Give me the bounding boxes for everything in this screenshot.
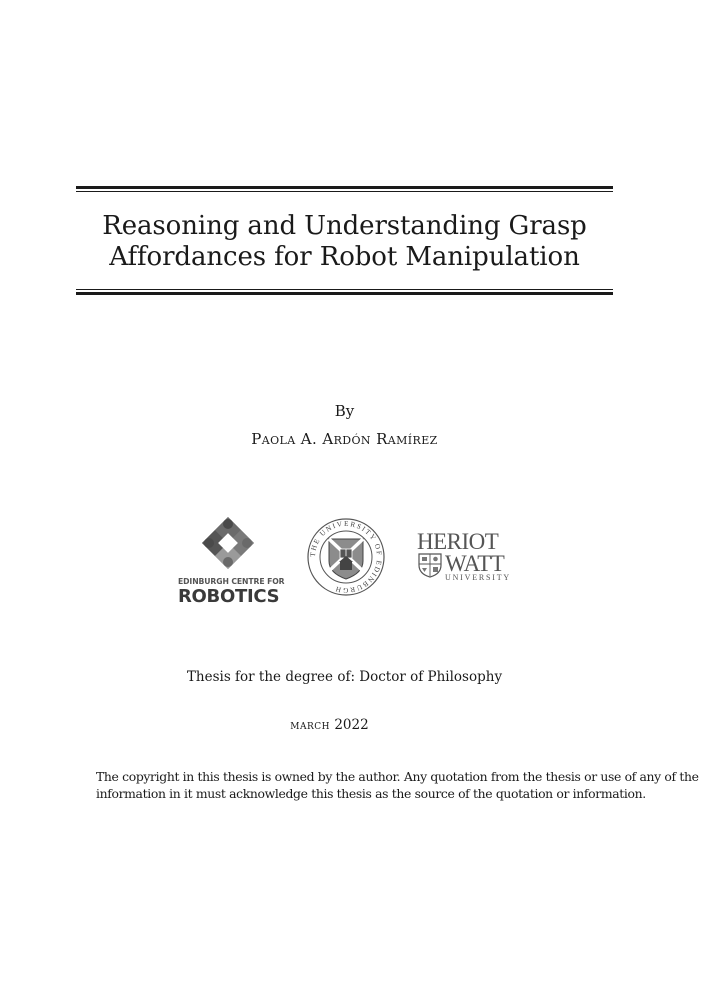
heriot-watt-logo-line-3: UNIVERSITY [445,573,511,582]
title-bottom-rule-thick [76,292,613,295]
heriot-watt-logo-line-1: HERIOT [417,529,499,554]
heriot-watt-logo-line-2: WATT [445,551,505,576]
author-name: Paola A. Ardón Ramírez [251,430,438,448]
copyright-notice [96,768,699,802]
university-of-edinburgh-logo [306,517,386,597]
submission-date [0,717,659,733]
university-seal-icon [306,517,386,597]
edinburgh-centre-robotics-logo [178,517,285,607]
copyright-line-1: The copyright in this thesis is owned by the author. Any quotation from the thesis or use of any of the [96,769,699,784]
title-top-rule-thin [76,191,613,192]
svg-text:THE UNIVERSITY OF EDINBURGH: THE UNIVERSITY OF EDINBURGH [308,519,384,595]
thesis-title-line-2: Affordances for Robot Manipulation [109,242,580,272]
thesis-title [0,211,689,273]
by-label: By [334,402,355,420]
submission-year: 2022 [334,717,369,733]
ecr-diamond-icon [178,517,278,577]
degree-statement: Thesis for the degree of: Doctor of Philosophy [186,669,503,685]
heriot-watt-crest-icon [417,552,443,578]
thesis-title-line-1: Reasoning and Understanding Grasp [102,211,587,241]
ecr-logo-line-1: EDINBURGH CENTRE FOR [178,577,285,586]
copyright-line-2: information in it must acknowledge this thesis as the source of the quotation or information. [96,786,646,801]
submission-month: march [290,717,331,733]
title-bottom-rule-thin [76,289,613,290]
ecr-logo-line-2: ROBOTICS [178,586,280,607]
heriot-watt-university-logo [413,530,513,584]
title-top-rule-thick [76,186,613,189]
